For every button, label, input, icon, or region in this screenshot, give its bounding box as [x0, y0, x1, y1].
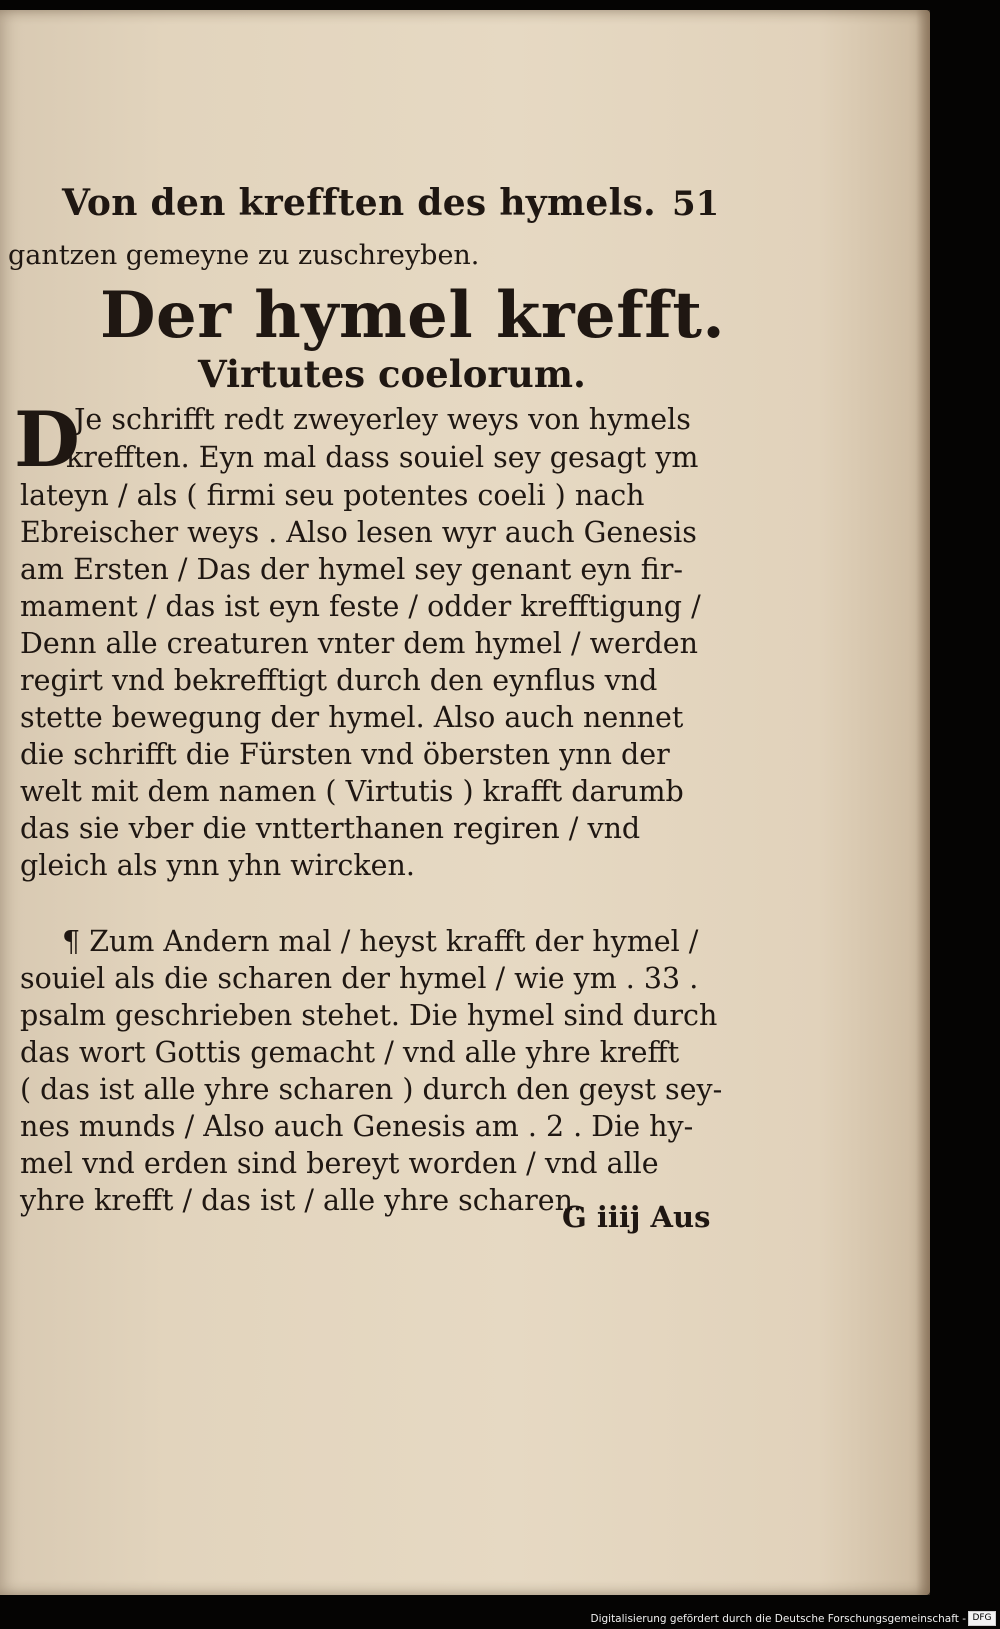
text-line: psalm geschrieben stehet. Die hymel sind durch [20, 999, 718, 1032]
signature-catchword: G iiij Aus [562, 1200, 711, 1234]
dfg-logo: DFG [968, 1611, 996, 1626]
text-line: das sie vber die vntterthanen regiren / vnd [20, 812, 641, 845]
text-line: Ebreischer weys . Also lesen wyr auch Genesis [20, 516, 697, 549]
carried-over-line: gantzen gemeyne zu zuschreyben. [8, 240, 480, 271]
text-line: ¶ Zum Andern mal / heyst krafft der hymel / [62, 925, 699, 958]
drop-initial: D [14, 395, 80, 484]
text-line: gleich als ynn yhn wircken. [20, 849, 415, 882]
text-line: Denn alle creaturen vnter dem hymel / werden [20, 627, 698, 660]
text-line: nes munds / Also auch Genesis am . 2 . Die hy- [20, 1110, 694, 1143]
text-line: stette bewegung der hymel. Also auch nennet [20, 701, 684, 734]
text-line: krefften. Eyn mal dass souiel sey gesagt ym [66, 441, 699, 474]
text-line: souiel als die scharen der hymel / wie ym . 33 . [20, 962, 699, 995]
section-heading: Der hymel krefft. [100, 278, 726, 353]
text-line: das wort Gottis gemacht / vnd alle yhre krefft [20, 1036, 680, 1069]
text-line: mel vnd erden sind bereyt worden / vnd alle [20, 1147, 659, 1180]
section-subheading: Virtutes coelorum. [198, 352, 586, 396]
page-number: 51 [672, 184, 720, 224]
text-line: welt mit dem namen ( Virtutis ) krafft darumb [20, 775, 684, 808]
running-head-title: Von den krefften des hymels. [62, 182, 656, 224]
book-page [0, 10, 930, 1595]
text-line: lateyn / als ( firmi seu potentes coeli ) nach [20, 479, 645, 512]
text-line: ( das ist alle yhre scharen ) durch den geyst sey- [20, 1073, 723, 1106]
text-line: die schrifft die Fürsten vnd öbersten ynn der [20, 738, 670, 771]
text-line: am Ersten / Das der hymel sey genant eyn fir- [20, 553, 683, 586]
text-line: regirt vnd bekrefftigt durch den eynflus vnd [20, 664, 658, 697]
text-line: Je schrifft redt zweyerley weys von hymels [74, 403, 691, 436]
text-line: mament / das ist eyn feste / odder krefftigung / [20, 590, 701, 623]
digitization-credit: Digitalisierung gefördert durch die Deutsche Forschungsgemeinschaft - [590, 1613, 966, 1625]
text-line: yhre krefft / das ist / alle yhre scharen. [20, 1184, 583, 1217]
